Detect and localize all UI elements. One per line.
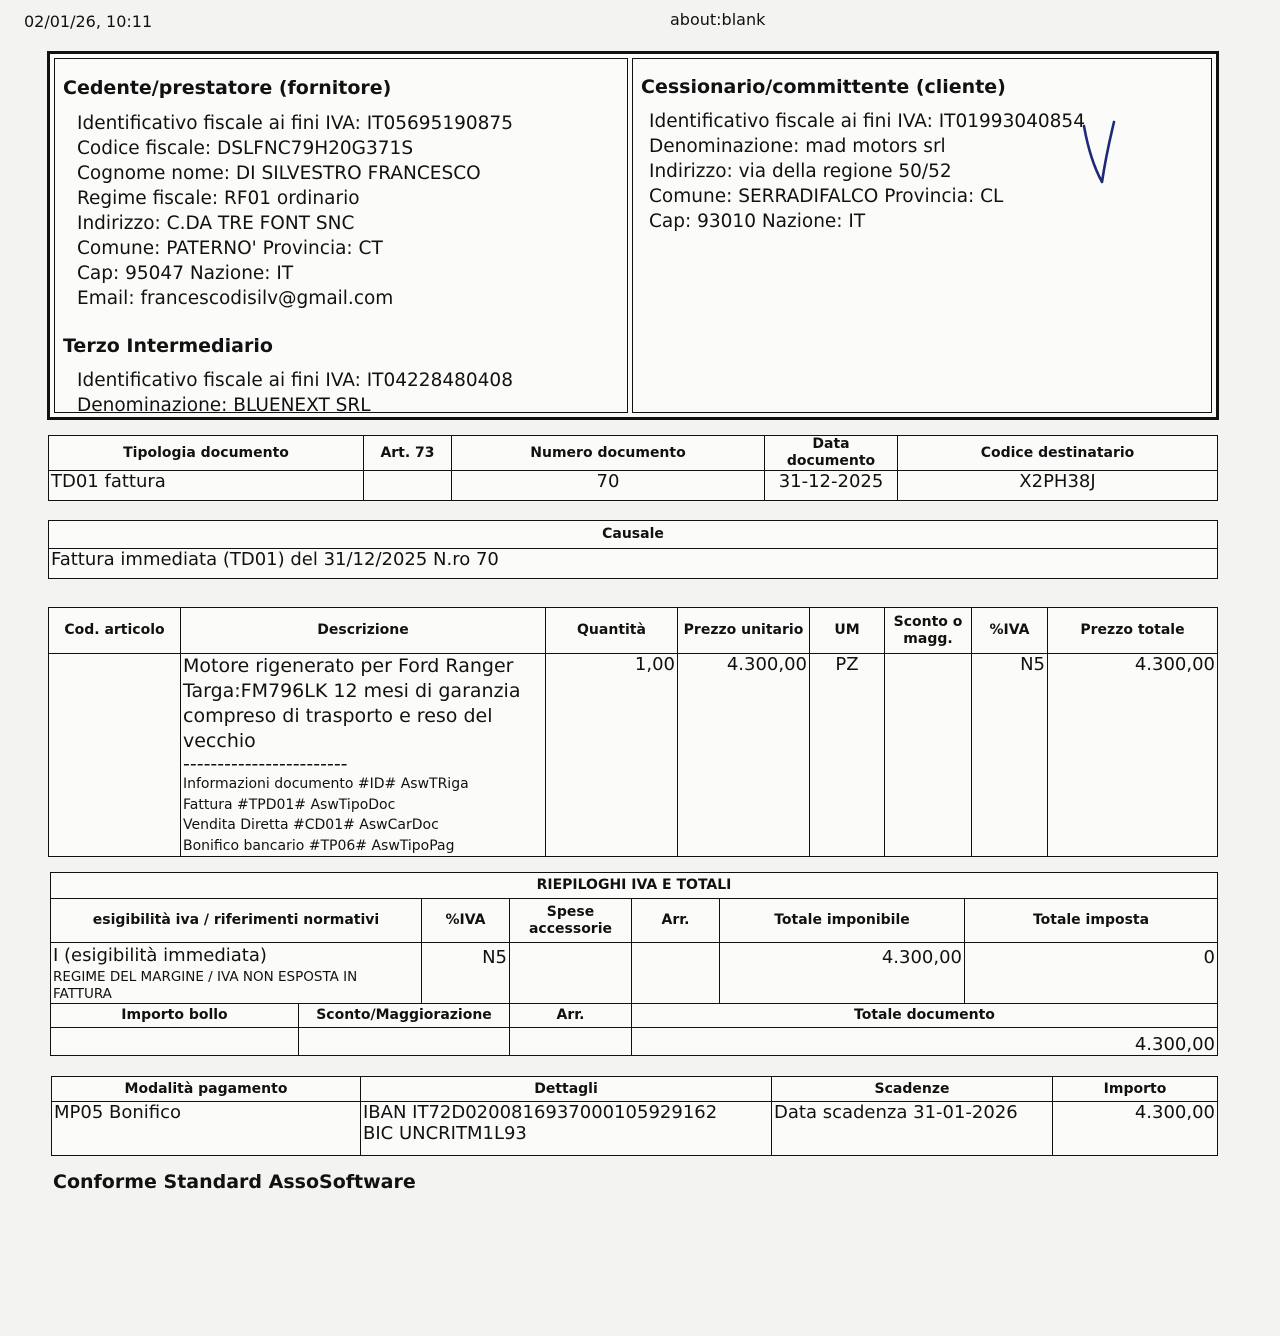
vat-summary-table <box>50 872 1218 1056</box>
cedente-line: Indirizzo: C.DA TRE FONT SNC <box>77 213 355 234</box>
document-info-table <box>48 435 1218 501</box>
col-header: Cod. articolo <box>49 608 181 654</box>
info-line: Fattura #TPD01# AswTipoDoc <box>183 796 396 813</box>
col-header: Arr. <box>632 899 720 943</box>
item-discount <box>885 654 972 857</box>
col-header: Descrizione <box>181 608 546 654</box>
cessionario-title: Cessionario/committente (cliente) <box>641 76 1006 98</box>
causale-table <box>48 520 1218 579</box>
recipient-code: X2PH38J <box>898 471 1218 501</box>
payment-table <box>51 1076 1218 1156</box>
causale-header: Causale <box>49 521 1218 549</box>
cessionario-details <box>649 109 1085 234</box>
col-header: esigibilità iva / riferimenti normativi <box>51 899 422 943</box>
cessionario-line: Comune: SERRADIFALCO Provincia: CL <box>649 186 1004 207</box>
terzo-title: Terzo Intermediario <box>63 335 273 357</box>
cedente-line: Comune: PATERNO' Provincia: CT <box>77 238 383 259</box>
cedente-line: Cognome nome: DI SILVESTRO FRANCESCO <box>77 163 481 184</box>
col-header: Quantità <box>546 608 678 654</box>
payment-due: Data scadenza 31-01-2026 <box>772 1102 1053 1156</box>
item-unit-price: 4.300,00 <box>678 654 810 857</box>
cedente-line: Cap: 95047 Nazione: IT <box>77 263 294 284</box>
col-header: Prezzo unitario <box>678 608 810 654</box>
col-header: Importo bollo <box>51 1004 299 1028</box>
compliance-note: Conforme Standard AssoSoftware <box>53 1171 416 1193</box>
col-header: Dettagli <box>361 1077 772 1102</box>
bic: BIC UNCRITM1L93 <box>363 1123 527 1144</box>
col-header: Codice destinatario <box>898 436 1218 471</box>
cessionario-line: Denominazione: mad motors srl <box>649 136 946 157</box>
description-line: Motore rigenerato per Ford Ranger <box>183 655 514 677</box>
col-header: Sconto o magg. <box>885 608 972 654</box>
summary-vat: N5 <box>422 943 510 1004</box>
col-header: Totale imposta <box>965 899 1218 943</box>
terzo-line: Denominazione: BLUENEXT SRL <box>77 395 371 416</box>
col-header: Spese accessorie <box>510 899 632 943</box>
info-line: Bonifico bancario #TP06# AswTipoPag <box>183 837 455 854</box>
col-header: %IVA <box>972 608 1048 654</box>
cessionario-line: Identificativo fiscale ai fini IVA: IT01993040854 <box>649 111 1085 132</box>
esigibilita-value: I (esigibilità immediata) <box>53 945 267 966</box>
summary-spese <box>510 943 632 1004</box>
col-header: Data documento <box>765 436 898 471</box>
col-header: Art. 73 <box>364 436 452 471</box>
summary-arr <box>632 943 720 1004</box>
col-header: %IVA <box>422 899 510 943</box>
description-line: compreso di trasporto e reso del vecchio <box>183 705 493 752</box>
col-header: Importo <box>1053 1077 1218 1102</box>
print-url: about:blank <box>670 10 766 29</box>
print-datetime: 02/01/26, 10:11 <box>24 12 153 31</box>
item-total: 4.300,00 <box>1048 654 1218 857</box>
table-row <box>49 654 1218 857</box>
terzo-details <box>77 368 513 418</box>
total-document: 4.300,00 <box>632 1028 1218 1056</box>
item-quantity: 1,00 <box>546 654 678 857</box>
item-um: PZ <box>810 654 885 857</box>
cedente-line: Email: francescodisilv@gmail.com <box>77 288 394 309</box>
item-description <box>181 654 546 857</box>
line-items-table <box>48 607 1218 857</box>
cessionario-line: Cap: 93010 Nazione: IT <box>649 211 866 232</box>
item-code <box>49 654 181 857</box>
riferimento-normativo: REGIME DEL MARGINE / IVA NON ESPOSTA IN FATTURA <box>53 969 358 1002</box>
parties-box <box>47 51 1219 420</box>
esigibilita-cell <box>51 943 422 1004</box>
item-vat: N5 <box>972 654 1048 857</box>
art73-value <box>364 471 452 501</box>
cedente-line: Codice fiscale: DSLFNC79H20G371S <box>77 138 414 159</box>
document-type: TD01 fattura <box>49 471 364 501</box>
cessionario-line: Indirizzo: via della regione 50/52 <box>649 161 952 182</box>
handwritten-check-mark <box>1080 120 1120 190</box>
document-date: 31-12-2025 <box>765 471 898 501</box>
summary-imponibile: 4.300,00 <box>720 943 965 1004</box>
col-header: Arr. <box>510 1004 632 1028</box>
cessionario-panel <box>632 58 1212 413</box>
description-line: Targa:FM796LK 12 mesi di garanzia <box>183 680 521 702</box>
bollo-value <box>51 1028 299 1056</box>
col-header: Totale documento <box>632 1004 1218 1028</box>
cedente-panel <box>54 58 628 416</box>
col-header: Prezzo totale <box>1048 608 1218 654</box>
document-number: 70 <box>452 471 765 501</box>
summary-title: RIEPILOGHI IVA E TOTALI <box>51 873 1218 899</box>
cedente-details <box>77 111 513 311</box>
col-header: Totale imponibile <box>720 899 965 943</box>
terzo-line: Identificativo fiscale ai fini IVA: IT04228480408 <box>77 370 513 391</box>
payment-method: MP05 Bonifico <box>52 1102 361 1156</box>
cedente-line: Regime fiscale: RF01 ordinario <box>77 188 360 209</box>
summary-imposta: 0 <box>965 943 1218 1004</box>
info-line: Vendita Diretta #CD01# AswCarDoc <box>183 817 439 833</box>
payment-details <box>361 1102 772 1156</box>
causale-value: Fattura immediata (TD01) del 31/12/2025 N.ro 70 <box>49 549 1218 579</box>
info-line: Informazioni documento #ID# AswTRiga <box>183 776 469 792</box>
col-header: Modalità pagamento <box>52 1077 361 1102</box>
col-header: Tipologia documento <box>49 436 364 471</box>
col-header: Scadenze <box>772 1077 1053 1102</box>
col-header: UM <box>810 608 885 654</box>
sconto-value <box>299 1028 510 1056</box>
payment-amount: 4.300,00 <box>1053 1102 1218 1156</box>
cedente-line: Identificativo fiscale ai fini IVA: IT05695190875 <box>77 113 513 134</box>
description-separator: ------------------------ <box>183 753 348 775</box>
cedente-title: Cedente/prestatore (fornitore) <box>63 77 392 99</box>
iban: IBAN IT72D0200816937000105929162 <box>363 1102 718 1123</box>
col-header: Numero documento <box>452 436 765 471</box>
col-header: Sconto/Maggiorazione <box>299 1004 510 1028</box>
arr2-value <box>510 1028 632 1056</box>
